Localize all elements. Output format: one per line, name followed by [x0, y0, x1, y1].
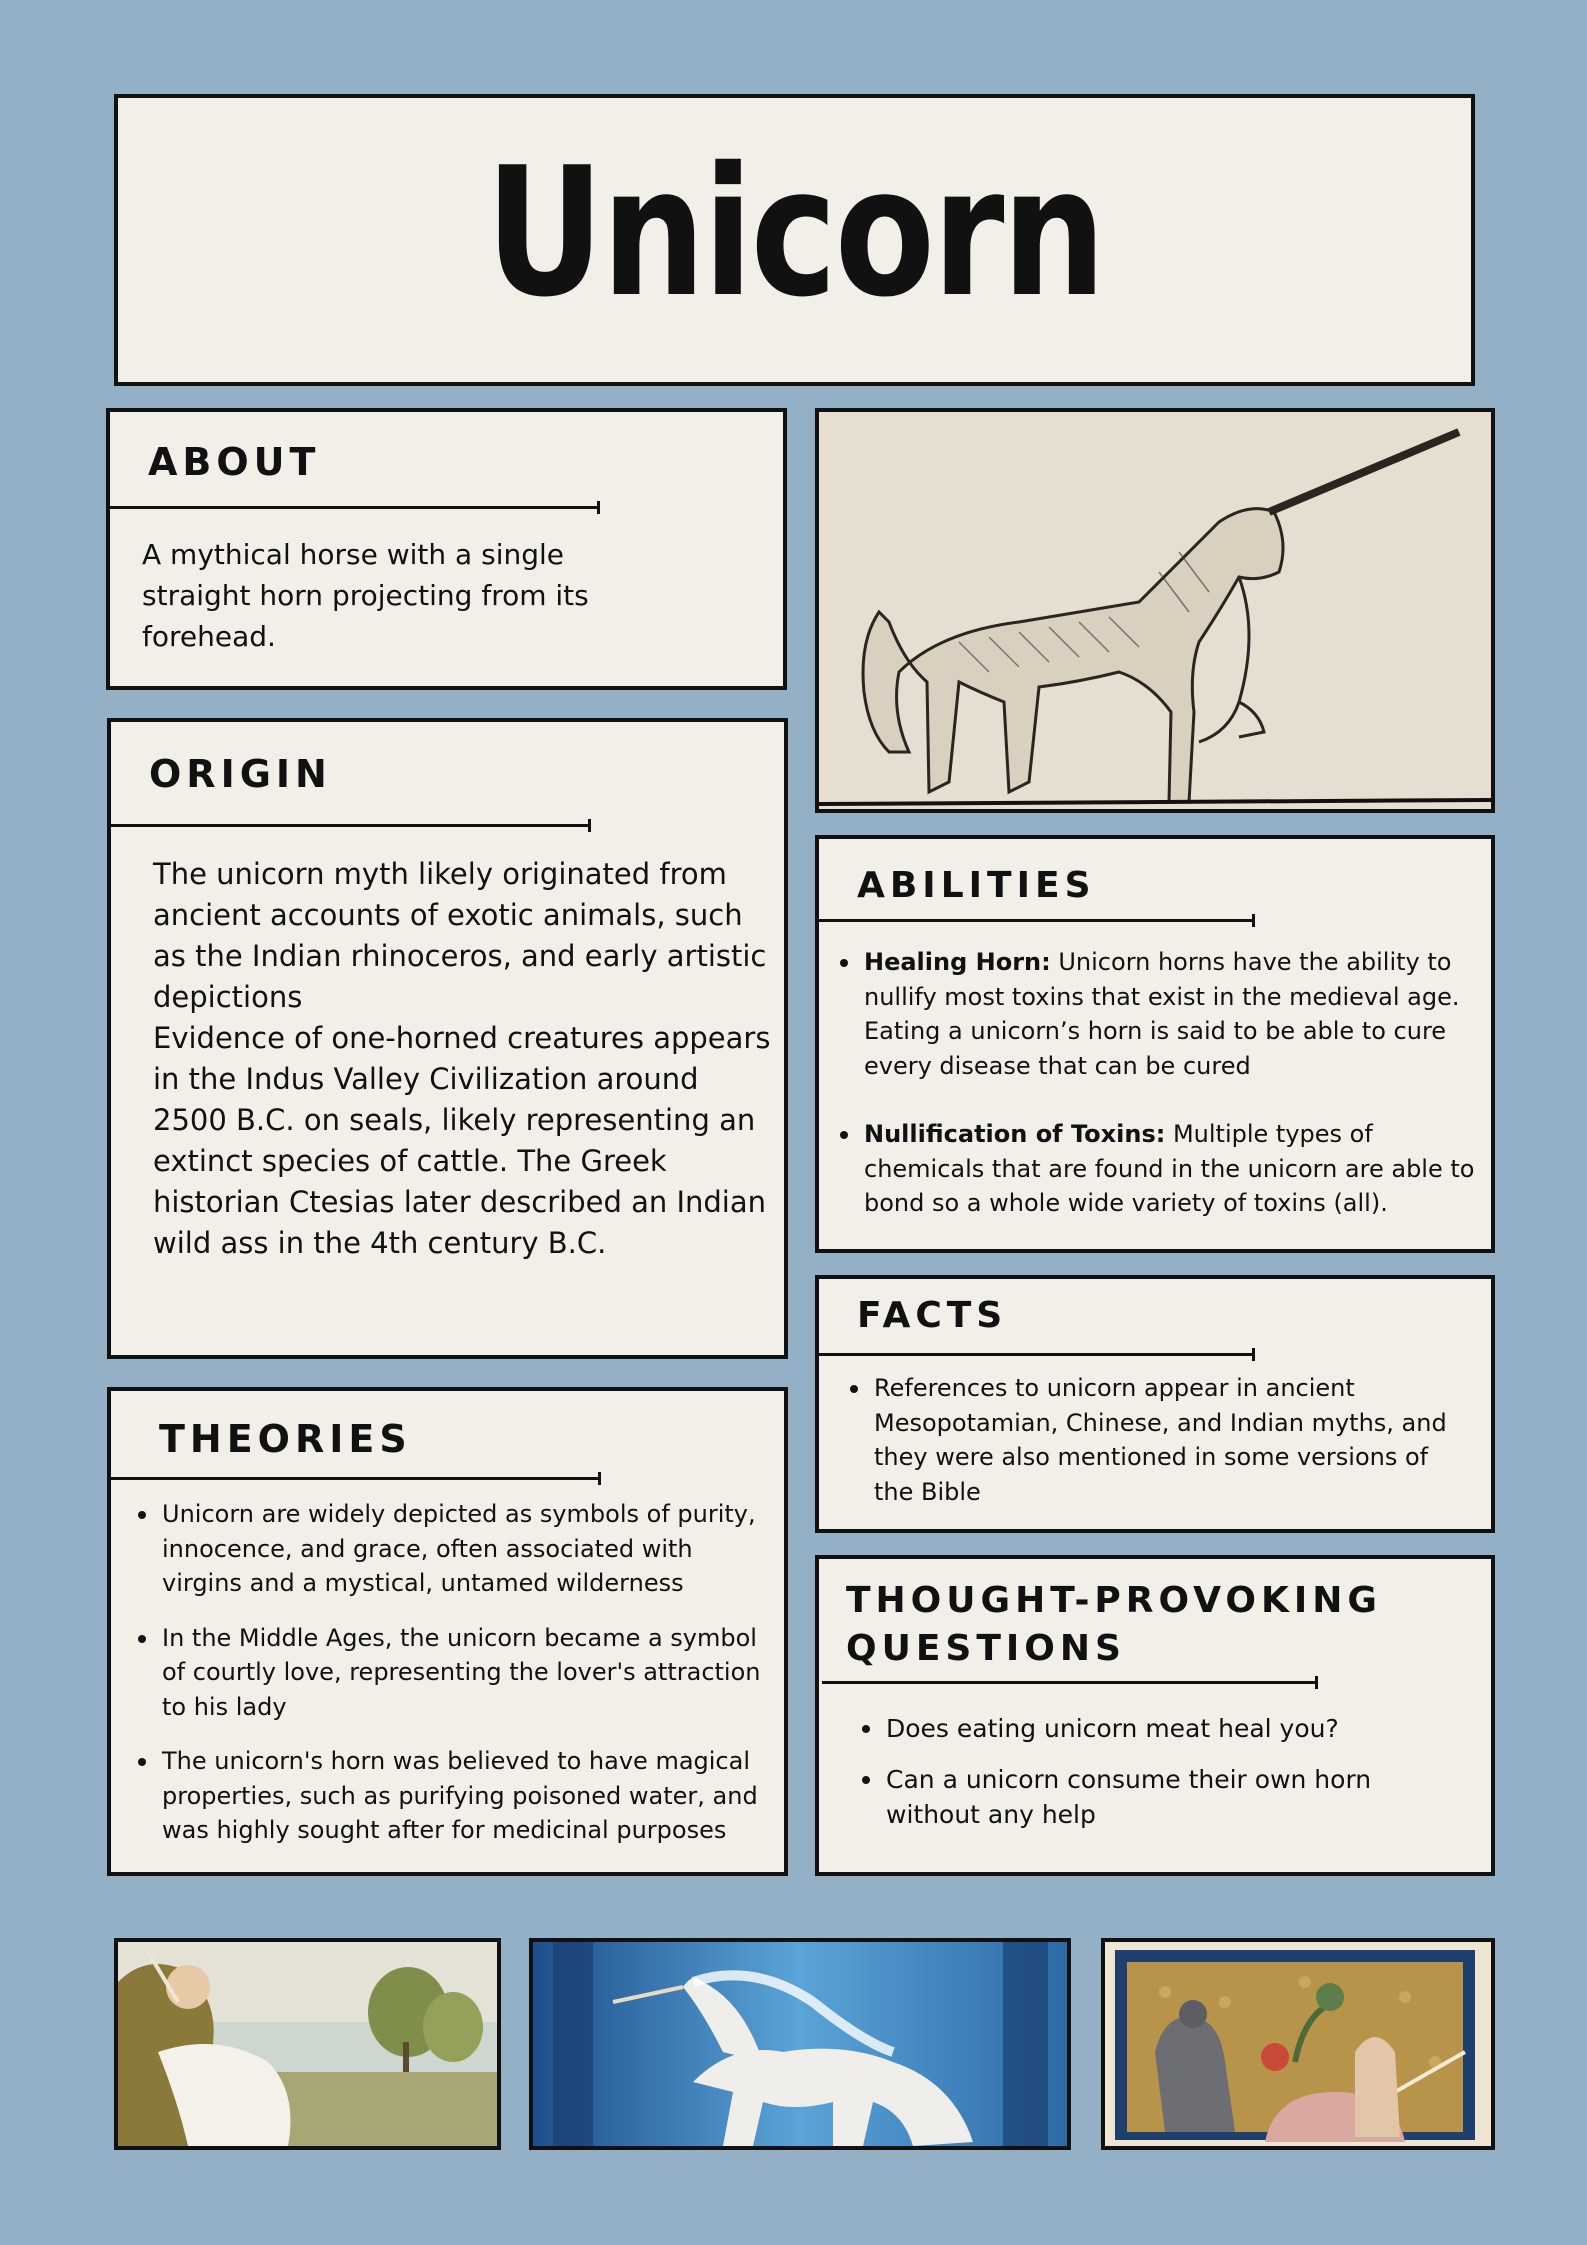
maiden-with-unicorn-painting [114, 1938, 501, 2150]
abilities-divider [819, 919, 1255, 922]
ability-label: Healing Horn: [864, 948, 1051, 976]
ability-item [837, 945, 1477, 1083]
ability-text: Unicorn horns have the ability to nullify most toxins that exist in the medieval age. Eating a unicorn’s horn is said to be able to cure every disease that can be cured [864, 948, 1460, 1080]
theory-item: In the Middle Ages, the unicorn became a symbol of courtly love, representing the lover's attraction to his lady [135, 1621, 780, 1725]
ability-text: Multiple types of chemicals that are found in the unicorn are able to bond so a whole wide variety of toxins (all). [864, 1120, 1475, 1217]
origin-text [153, 854, 779, 1264]
maiden-painting-illustration [118, 1942, 497, 2146]
facts-divider [819, 1353, 1255, 1356]
ability-item [837, 1117, 1477, 1221]
origin-divider [111, 824, 591, 827]
theory-item: The unicorn's horn was believed to have magical properties, such as purifying poisoned water, and was highly sought after for medicinal purposes [135, 1744, 780, 1848]
origin-heading: ORIGIN [149, 752, 332, 796]
facts-panel [815, 1275, 1495, 1533]
question-item: Does eating unicorn meat heal you? [859, 1711, 1469, 1746]
unicorn-woodcut-illustration [819, 412, 1491, 809]
questions-heading [846, 1577, 1382, 1673]
question-item: Can a unicorn consume their own horn without any help [859, 1762, 1469, 1832]
theories-divider [111, 1477, 601, 1480]
fact-item: References to unicorn appear in ancient Mesopotamian, Chinese, and Indian myths, and they were also mentioned in some versions of the Bible [847, 1371, 1467, 1509]
questions-list [859, 1711, 1469, 1832]
abilities-panel [815, 835, 1495, 1253]
questions-heading-line: THOUGHT-PROVOKING [846, 1580, 1382, 1621]
theory-item: Unicorn are widely depicted as symbols of purity, innocence, and grace, often associated with virgins and a mystical, untamed wilderness [135, 1497, 780, 1601]
abilities-list [837, 945, 1477, 1221]
medieval-manuscript-unicorn [1101, 1938, 1495, 2150]
ability-label: Nullification of Toxins: [864, 1120, 1166, 1148]
about-divider [110, 506, 600, 509]
forest-unicorn-illustration [533, 1942, 1067, 2146]
facts-list [847, 1371, 1467, 1509]
theories-heading: THEORIES [159, 1417, 412, 1461]
questions-heading-line: QUESTIONS [846, 1628, 1126, 1669]
title-panel [114, 94, 1475, 386]
white-unicorn-forest-painting [529, 1938, 1071, 2150]
abilities-heading: ABILITIES [857, 865, 1096, 906]
unicorn-woodcut-image [815, 408, 1495, 813]
origin-paragraph: The unicorn myth likely originated from ancient accounts of exotic animals, such as the Indian rhinoceros, and early artistic depictions [153, 857, 767, 1014]
origin-paragraph: Evidence of one-horned creatures appears in the Indus Valley Civilization around 2500 B.C. on seals, likely representing an extinct species of cattle. The Greek historian Ctesias later described an Indian wild ass in the 4th century B.C. [153, 1021, 771, 1260]
about-panel [106, 408, 787, 690]
theories-list [135, 1497, 780, 1848]
page-title: Unicorn [485, 129, 1104, 336]
questions-divider [822, 1681, 1318, 1684]
manuscript-illustration [1105, 1942, 1491, 2146]
theories-panel [107, 1387, 788, 1876]
origin-panel [107, 718, 788, 1359]
about-text: A mythical horse with a single straight horn projecting from its forehead. [142, 538, 589, 653]
about-heading: ABOUT [148, 440, 321, 484]
facts-heading: FACTS [857, 1295, 1008, 1336]
questions-panel [815, 1555, 1495, 1876]
